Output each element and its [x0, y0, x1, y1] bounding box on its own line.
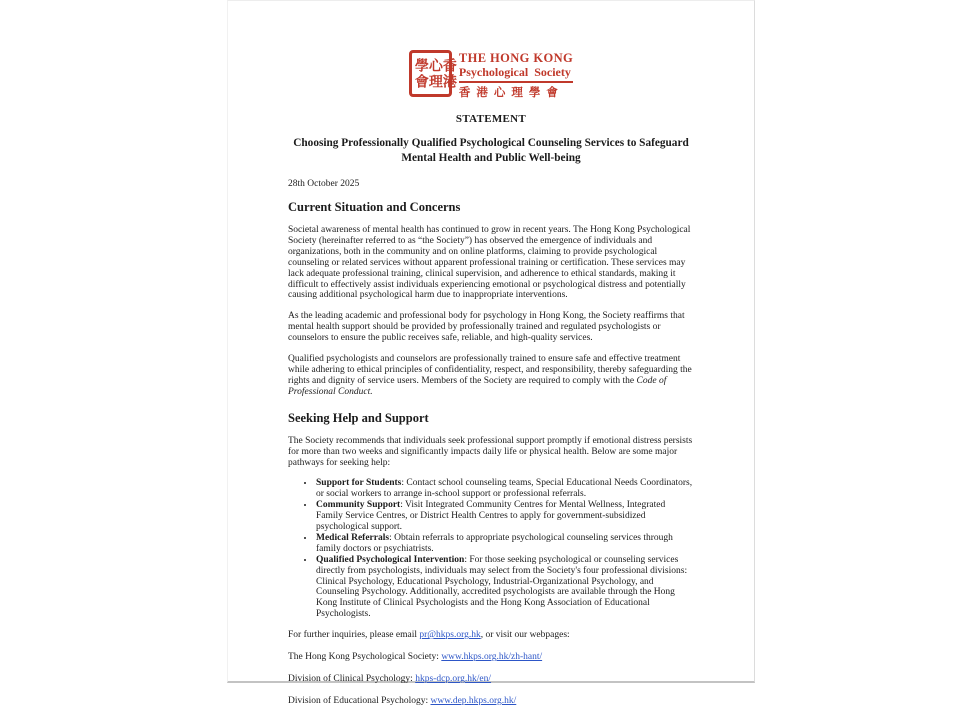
webpage-label: The Hong Kong Psychological Society: [288, 652, 442, 663]
list-item-label: Qualified Psychological Intervention [316, 554, 465, 565]
webpage-label: Division of Educational Psychology: [288, 696, 431, 707]
code-of-professional-conduct: Code of Professional Conduct. [288, 375, 667, 397]
society-website-link[interactable]: www.hkps.org.hk/zh-hant/ [441, 652, 543, 663]
logo-text-block [459, 50, 573, 99]
list-item-text: : Contact school counseling teams, Special Educational Needs Coordinators, or social workers to arrange in-school support or professional referrals. [316, 478, 693, 500]
society-seal-icon [409, 50, 457, 97]
inquiry-pre-text: For further inquiries, please email [288, 630, 420, 641]
paragraph-situation-3 [288, 354, 694, 398]
logo-divider [459, 81, 573, 83]
list-item-qualified-psychological-intervention [315, 555, 694, 620]
list-item-text: : Visit Integrated Community Centres for Mental Wellness, Integrated Family Service Centres, or District Health Centres to apply for government-subsidized psychological support. [316, 500, 666, 533]
section-heading-current-situation: Current Situation and Concerns [288, 200, 461, 214]
logo-org-name-en-line2: Psychological Society [458, 65, 571, 79]
statement-label: STATEMENT [455, 113, 527, 125]
list-item-medical-referrals [315, 533, 694, 555]
document-title-line1: Choosing Professionally Qualified Psychological Counseling Services to Safeguard [293, 137, 689, 149]
seal-column-middle: 心理 [426, 57, 443, 90]
list-item-label: Medical Referrals [316, 532, 390, 543]
educational-psychology-link[interactable]: www.dep.hkps.org.hk/ [430, 696, 517, 707]
list-item-support-for-students [315, 478, 694, 500]
inquiry-post-text: , or visit our webpages: [480, 630, 570, 641]
webpage-label: Division of Clinical Psychology: [288, 674, 416, 685]
document-title [288, 136, 694, 166]
seal-column-right: 香港 [440, 57, 457, 90]
paragraph-situation-3-text: Qualified psychologists and counselors are professionally trained to ensure safe and effective treatment while adhering to ethical principles of confidentiality, respect, and responsibility, thereby safeguarding the rights and dignity of service users. Members of the Society are required to comply with the [288, 354, 692, 386]
webpage-line-clinical-psychology [288, 674, 694, 685]
inquiry-line [288, 630, 694, 641]
paragraph-situation-1: Societal awareness of mental health has continued to grow in recent years. The Hong Kong Psychological Society (hereinafter referred to as “the Society”) has observed the emergence of individuals and organizations, both in the community and on online platforms, claiming to provide psychological counseling or related services without apparent professional training or certification. These services may lack adequate professional training, clinical supervision, and adherence to ethical standards, making it difficult to effectively assist individuals experiencing emotional or psychological distress and potentially causing additional psychological harm due to inappropriate interventions. [288, 225, 691, 301]
paragraph-seeking-intro: The Society recommends that individuals seek professional support promptly if emotional distress persists for more than two weeks and significantly impacts daily life or physical health. Below are some major pathways for seeking help: [288, 435, 693, 468]
document-page [227, 0, 755, 707]
logo-org-name-en-line1: THE HONG KONG [458, 51, 574, 65]
seal-column-left: 學會 [412, 57, 429, 90]
document-content [228, 1, 754, 707]
section-heading-seeking-help: Seeking Help and Support [288, 410, 429, 425]
webpage-line-society [288, 652, 694, 663]
document-date: 28th October 2025 [288, 179, 360, 189]
email-link[interactable]: pr@hkps.org.hk [419, 630, 481, 641]
logo-org-name-zh: 香 港 心 理 學 會 [458, 85, 559, 99]
list-item-label: Support for Students [316, 478, 402, 489]
paragraph-situation-2: As the leading academic and professional body for psychology in Hong Kong, the Society reaffirms that mental health support should be provided by professionally trained and regulated psychologists or counselors to ensure the public receives safe, reliable, and high-quality services. [288, 311, 685, 344]
clinical-psychology-link[interactable]: hkps-dcp.org.hk/en/ [415, 674, 492, 685]
list-item-community-support [315, 500, 694, 533]
list-item-label: Community Support [316, 500, 401, 511]
society-logo [288, 50, 694, 99]
list-item-text: : For those seeking psychological or counseling services directly from psychologists, individuals may select from the Society's four professional divisions: Clinical Psychology, Educational Psychology, Industrial-Organizational Psychology, and Counseling Psychology. Additionally, accredited psychologists are available through the Hong Kong Institute of Clinical Psychologists and the Hong Kong Association of Educational Psychologists. [316, 554, 688, 620]
pathways-list [288, 478, 694, 620]
list-item-text: : Obtain referrals to appropriate psychological counseling services through family doctors or psychiatrists. [316, 532, 673, 554]
document-title-line2: Mental Health and Public Well-being [401, 152, 581, 164]
webpage-line-educational-psychology [288, 696, 694, 707]
